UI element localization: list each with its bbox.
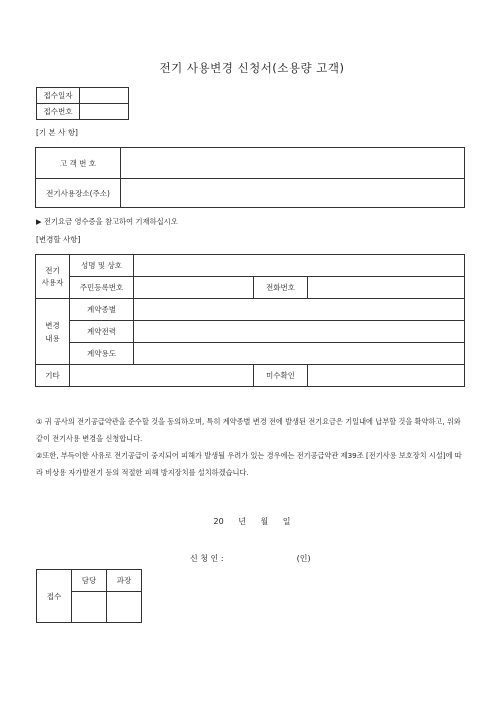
basic-info-table <box>35 147 465 208</box>
other-field[interactable] <box>70 365 254 387</box>
applicant-line <box>190 553 311 564</box>
contract-power-label: 계약전력 <box>70 321 134 343</box>
approval-charge-sign[interactable] <box>72 592 107 623</box>
other-label: 기타 <box>36 365 70 387</box>
seal-label: (인) <box>296 554 311 563</box>
receipt-date-label: 접수일자 <box>37 88 80 104</box>
name-field[interactable] <box>134 255 465 277</box>
receipt-number-label: 접수번호 <box>37 104 80 120</box>
basic-section-heading: [기 본 사 항] <box>36 128 78 137</box>
contract-use-label: 계약용도 <box>70 343 134 365</box>
contract-power-field[interactable] <box>134 321 465 343</box>
customer-number-field[interactable] <box>121 148 465 179</box>
receipt-table <box>36 87 129 120</box>
user-group-label: 전기 사용자 <box>36 255 70 299</box>
phone-field[interactable] <box>308 277 465 299</box>
phone-label: 전화번호 <box>254 277 308 299</box>
change-group-label: 변경 내용 <box>36 299 70 365</box>
unpaid-check-label: 미수확인 <box>254 365 308 387</box>
agreement-paragraph-2: ②또한, 부득이한 사유로 전기공급이 중지되어 피해가 발생될 우려가 있는 경우에는 전기공급약관 제39조 [전기사용 보호장치 시설]에 따라 비상용 자가발전기 등의 적절한 피해 방지장치를 설치하겠습니다. <box>36 451 462 477</box>
approval-charge-label: 담당 <box>72 570 107 592</box>
change-table <box>35 254 465 387</box>
applicant-label: 신 청 인 : <box>190 554 224 563</box>
approval-table <box>36 569 142 623</box>
contract-type-label: 계약종별 <box>70 299 134 321</box>
contract-use-field[interactable] <box>134 343 465 365</box>
receipt-date-field[interactable] <box>80 88 129 104</box>
approval-manager-label: 과장 <box>107 570 142 592</box>
agreement-paragraph-1: ① 귀 공사의 전기공급약관을 준수할 것을 동의하오며, 특히 계약종별 변경 전에 발생된 전기요금은 기일내에 납부할 것을 확약하고, 위와 같이 전기사용 변경을 신청합니다. <box>36 417 461 443</box>
date-line: 20 년 월 일 <box>213 517 291 526</box>
form-title: 전기 사용변경 신청서(소용량 고객) <box>159 61 345 75</box>
customer-number-label: 고 객 번 호 <box>36 148 121 179</box>
resident-number-label: 주민등록번호 <box>70 277 134 299</box>
resident-number-field[interactable] <box>134 277 254 299</box>
name-label: 성명 및 상호 <box>70 255 134 277</box>
change-section-heading: [변경할 사항] <box>36 235 81 244</box>
approval-manager-sign[interactable] <box>107 592 142 623</box>
contract-type-field[interactable] <box>134 299 465 321</box>
approval-receipt-label: 접수 <box>37 570 72 623</box>
note-text: ▶ 전기요금 영수증을 참고하여 기재하십시오 <box>36 217 178 226</box>
usage-place-field[interactable] <box>121 179 465 208</box>
usage-place-label: 전기사용장소(주소) <box>36 179 121 208</box>
unpaid-check-field[interactable] <box>308 365 465 387</box>
receipt-number-field[interactable] <box>80 104 129 120</box>
